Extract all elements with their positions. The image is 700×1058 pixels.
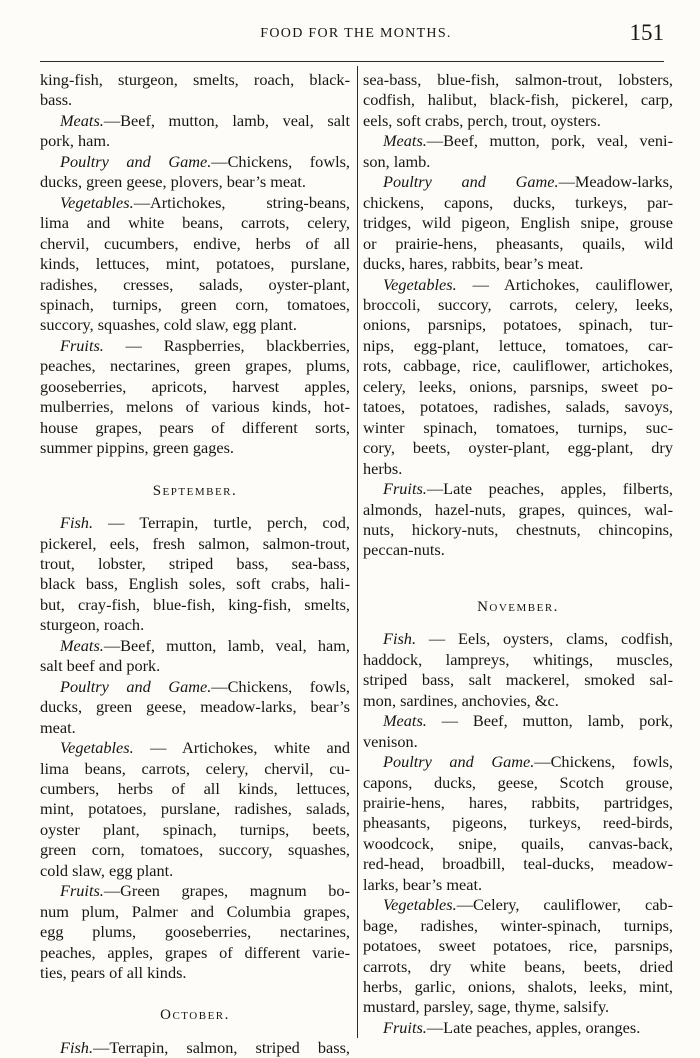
category-label: Fish. bbox=[383, 629, 417, 649]
text-line: sturgeon, roach. bbox=[40, 615, 145, 635]
category-label: Meats. bbox=[383, 131, 427, 151]
running-title: FOOD FOR THE MONTHS. bbox=[260, 26, 452, 41]
text-line: pork, ham. bbox=[40, 131, 111, 151]
category-label: Fish. bbox=[60, 513, 94, 533]
text-line: potatoes, sweet potatoes, rice, parsnips, bbox=[363, 936, 673, 956]
poultry-entry: Poultry and Game.—Chickens, fowls, bbox=[60, 676, 351, 696]
category-label: Meats. bbox=[383, 711, 427, 731]
category-label: Fruits. bbox=[383, 479, 427, 499]
month-heading-october: October. bbox=[160, 1007, 230, 1024]
fish-entry: Fish. — Terrapin, turtle, perch, cod, bbox=[60, 513, 350, 533]
text-line: woodcock, snipe, quails, canvas-back, bbox=[363, 833, 673, 853]
text-line: herbs. bbox=[363, 458, 403, 478]
text-line: meat. bbox=[40, 717, 76, 737]
category-label: Poultry and Game. bbox=[383, 752, 535, 772]
meats-entry: Meats.—Beef, mutton, lamb, veal, salt bbox=[60, 110, 350, 130]
text-line: cold slaw, egg plant. bbox=[40, 860, 174, 880]
text-line: egg plums, gooseberries, nectarines, bbox=[40, 922, 350, 942]
text-line: cory, beets, oyster-plant, egg-plant, dry bbox=[363, 438, 673, 458]
category-label: Vegetables. bbox=[60, 738, 134, 758]
category-label: Fruits. bbox=[383, 1017, 427, 1037]
text-line: bass. bbox=[40, 90, 73, 110]
text-line: king-fish, sturgeon, smelts, roach, black- bbox=[40, 70, 350, 89]
text-line: rots, cabbage, rice, cauliflower, artichokes, bbox=[363, 356, 673, 376]
text-line: son, lamb. bbox=[363, 151, 431, 171]
text-line: radishes, cresses, salads, oyster-plant, bbox=[40, 274, 350, 294]
text-line: codfish, halibut, black-fish, pickerel, carp, bbox=[363, 90, 673, 110]
text-line: lima beans, carrots, celery, chervil, cu- bbox=[40, 758, 350, 778]
text-line: peccan-nuts. bbox=[363, 540, 445, 560]
text-line: striped bass, salt mackerel, smoked sal- bbox=[363, 670, 673, 690]
text-line: ducks, green geese, meadow-larks, bear’s bbox=[40, 697, 350, 717]
text-line: or prairie-hens, pheasants, quails, wild bbox=[363, 233, 673, 253]
fish-entry: Fish.—Terrapin, salmon, striped bass, bbox=[60, 1037, 350, 1057]
text-line: gooseberries, apricots, harvest apples, bbox=[40, 376, 350, 396]
text-line: larks, bear’s meat. bbox=[363, 874, 483, 894]
text-line: venison. bbox=[363, 731, 418, 751]
poultry-entry: Poultry and Game.—Meadow-larks, bbox=[383, 172, 673, 192]
category-label: Meats. bbox=[60, 635, 104, 655]
category-label: Vegetables. bbox=[60, 192, 134, 212]
text-line: mulberries, melons of various kinds, hot- bbox=[40, 397, 350, 417]
category-label: Fish. bbox=[60, 1037, 94, 1057]
text-line: carrots, dry white beans, beets, dried bbox=[363, 956, 673, 976]
text-line: mon, sardines, anchovies, &c. bbox=[363, 690, 559, 710]
text-line: tatoes, potatoes, radishes, salads, savoys, bbox=[363, 397, 673, 417]
text-line: nips, egg-plant, lettuce, tomatoes, car- bbox=[363, 335, 673, 355]
fruits-entry: Fruits. — Raspberries, blackberries, bbox=[60, 335, 350, 355]
category-label: Fruits. bbox=[60, 881, 104, 901]
vegetables-entry: Vegetables. — Artichokes, white and bbox=[60, 738, 350, 758]
page-number: 151 bbox=[629, 20, 664, 45]
text-line: trout, lobster, striped bass, sea-bass, bbox=[40, 553, 350, 573]
meats-entry: Meats. — Beef, mutton, lamb, pork, bbox=[383, 711, 673, 731]
text-line: tridges, wild pigeon, English snipe, grouse bbox=[363, 213, 673, 233]
text-line: bage, radishes, winter-spinach, turnips, bbox=[363, 915, 673, 935]
vegetables-entry: Vegetables.—Celery, cauliflower, cab- bbox=[383, 895, 673, 915]
text-line: pickerel, eels, fresh salmon, salmon-trout, bbox=[40, 533, 350, 553]
text-line: oyster plant, spinach, turnips, beets, bbox=[40, 819, 350, 839]
text-line: broccoli, succory, carrots, celery, leeks, bbox=[363, 294, 673, 314]
text-line: celery, leeks, onions, parsnips, sweet po- bbox=[363, 376, 673, 396]
category-label: Poultry and Game. bbox=[60, 151, 212, 171]
text-line: salt beef and pork. bbox=[40, 656, 161, 676]
category-label: Vegetables. bbox=[383, 895, 457, 915]
text-line: summer pippins, green gages. bbox=[40, 438, 234, 458]
fruits-entry: Fruits.—Green grapes, magnum bo- bbox=[60, 881, 350, 901]
month-heading-september: September. bbox=[152, 482, 238, 499]
category-label: Vegetables. bbox=[383, 274, 457, 294]
text-line: green corn, tomatoes, succory, squashes, bbox=[40, 840, 350, 860]
text-line: chervil, cucumbers, endive, herbs of all bbox=[40, 233, 350, 253]
text-line: capons, ducks, geese, Scotch grouse, bbox=[363, 772, 673, 792]
category-label: Poultry and Game. bbox=[383, 172, 559, 192]
text-line: spinach, turnips, green corn, tomatoes, bbox=[40, 294, 350, 314]
text-line: peaches, nectarines, green grapes, plums, bbox=[40, 356, 350, 376]
text-line: sea-bass, blue-fish, salmon-trout, lobsters, bbox=[363, 70, 673, 89]
poultry-entry: Poultry and Game.—Chickens, fowls, bbox=[383, 752, 674, 772]
text-line: black bass, English soles, soft crabs, hali- bbox=[40, 574, 350, 594]
poultry-entry: Poultry and Game.—Chickens, fowls, bbox=[60, 151, 351, 171]
category-label: Meats. bbox=[60, 110, 104, 130]
vegetables-entry: Vegetables.—Artichokes, string-beans, bbox=[60, 192, 350, 212]
fruits-entry: Fruits.—Late peaches, apples, oranges. bbox=[383, 1017, 641, 1037]
vegetables-entry: Vegetables. — Artichokes, cauliflower, bbox=[383, 274, 673, 294]
text-line: ducks, green geese, plovers, bear’s meat. bbox=[40, 172, 306, 192]
text-line: prairie-hens, hares, rabbits, partridges, bbox=[363, 792, 673, 812]
meats-entry: Meats.—Beef, mutton, lamb, veal, ham, bbox=[60, 635, 350, 655]
text-line: nuts, hickory-nuts, chestnuts, chincopins, bbox=[363, 519, 673, 539]
text-line: almonds, hazel-nuts, grapes, quinces, wal- bbox=[363, 499, 673, 519]
text-line: kinds, lettuces, mint, potatoes, purslane, bbox=[40, 254, 350, 274]
text-line: num plum, Palmer and Columbia grapes, bbox=[40, 901, 350, 921]
text-line: ties, pears of all kinds. bbox=[40, 963, 187, 983]
text-line: but, cray-fish, blue-fish, king-fish, smelts, bbox=[40, 594, 350, 614]
text-line: ducks, hares, rabbits, bear’s meat. bbox=[363, 254, 584, 274]
meats-entry: Meats.—Beef, mutton, pork, veal, veni- bbox=[383, 131, 673, 151]
text-line: lima and white beans, carrots, celery, bbox=[40, 213, 350, 233]
text-line: eels, soft crabs, perch, trout, oysters. bbox=[363, 110, 601, 130]
running-head bbox=[40, 18, 672, 58]
category-label: Fruits. bbox=[60, 335, 104, 355]
text-line: red-head, broadbill, teal-ducks, meadow- bbox=[363, 854, 673, 874]
text-line: chickens, capons, ducks, turkeys, par- bbox=[363, 192, 673, 212]
text-line: succory, squashes, cold slaw, egg plant. bbox=[40, 315, 297, 335]
text-line: onions, parsnips, potatoes, spinach, tur- bbox=[363, 315, 673, 335]
text-line: haddock, lampreys, whitings, muscles, bbox=[363, 649, 673, 669]
left-column bbox=[40, 70, 350, 1058]
fruits-entry: Fruits.—Late peaches, apples, filberts, bbox=[383, 479, 673, 499]
text-line: house grapes, pears of different sorts, bbox=[40, 417, 350, 437]
fish-entry: Fish. — Eels, oysters, clams, codfish, bbox=[383, 629, 673, 649]
header-rule bbox=[40, 61, 664, 62]
right-column bbox=[363, 70, 673, 1038]
text-line: peaches, apples, grapes of different varie- bbox=[40, 942, 350, 962]
column-divider bbox=[357, 66, 358, 1038]
text-line: cumbers, herbs of all kinds, lettuces, bbox=[40, 778, 350, 798]
text-line: mint, potatoes, purslane, radishes, salads, bbox=[40, 799, 350, 819]
category-label: Poultry and Game. bbox=[60, 676, 212, 696]
text-line: winter spinach, tomatoes, turnips, suc- bbox=[363, 417, 673, 437]
text-line: herbs, garlic, onions, shalots, leeks, mint, bbox=[363, 977, 673, 997]
text-line: pheasants, pigeons, turkeys, reed-birds, bbox=[363, 813, 673, 833]
month-heading-november: November. bbox=[477, 598, 559, 615]
text-line: mustard, parsley, sage, thyme, salsify. bbox=[363, 997, 610, 1017]
